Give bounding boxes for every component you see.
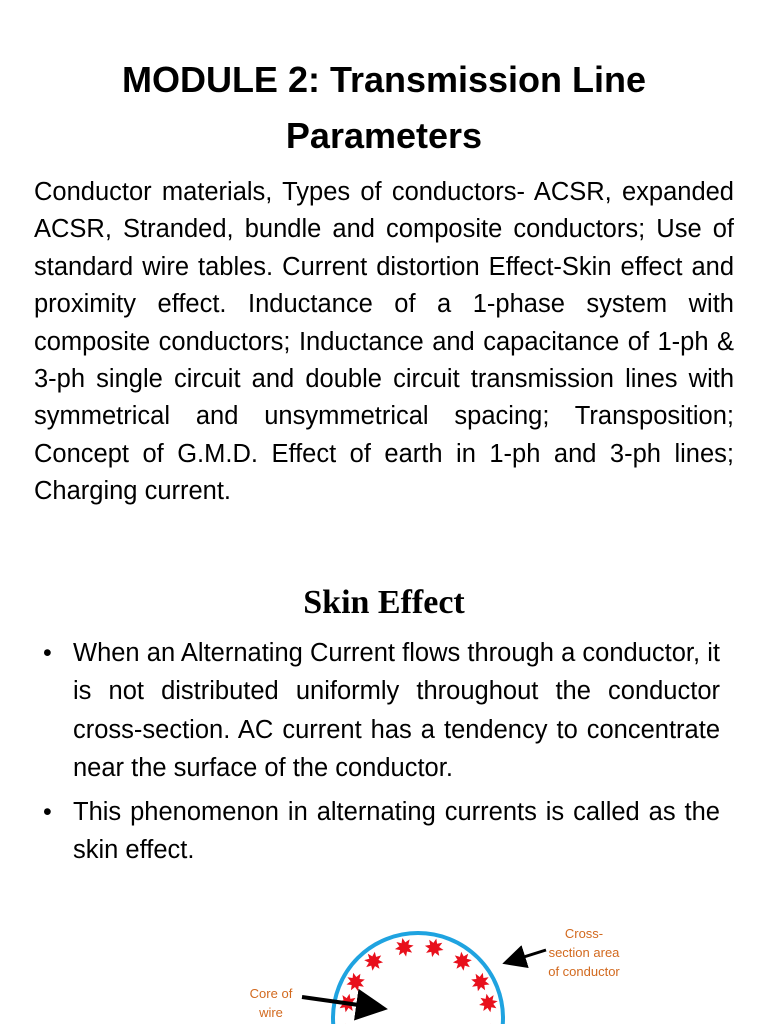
charge-marker (364, 952, 383, 971)
bullet-text: This phenomenon in alternating currents is called as the skin effect. (73, 798, 720, 865)
cross-section-label: Cross-section area of conductor (548, 926, 620, 979)
cross-section-arrow-icon (508, 950, 546, 962)
title-line-2: Parameters (285, 115, 483, 156)
title-line-1: MODULE 2: Transmission Line (121, 59, 647, 100)
core-of-wire-label: Core of wire (249, 986, 293, 1020)
charge-marker (347, 973, 365, 991)
bullet-text: When an Alternating Current flows through a conductor, it is not distributed uniformly throughout the conductor cross-section. AC current has a tendency to concentrate near the surface of the conductor. (73, 639, 720, 782)
bullet-item-1 (40, 634, 720, 787)
bullet-icon: • (43, 798, 52, 827)
page-title (40, 52, 728, 164)
bullet-item-2 (40, 793, 720, 870)
charge-marker (479, 994, 498, 1013)
skin-effect-diagram (230, 900, 650, 1024)
charge-marker (425, 939, 444, 958)
section-heading: Skin Effect (303, 584, 465, 621)
charge-marker (395, 938, 414, 957)
syllabus-paragraph: Conductor materials, Types of conductors- ACSR, expanded ACSR, Stranded, bundle and composite conductors; Use of standard wire tables. Current distortion Effect-Skin effect and proximity effect. Inductance of a 1-phase system with composite conductors; Inductance and capacitance of 1-ph & 3-ph single circuit and double circuit transmission lines with symmetrical and unsymmetrical spacing; Transposition; Concept of G.M.D. Effect of earth in 1-ph and 3-ph lines; Charging current. (34, 178, 734, 506)
charge-marker (471, 973, 489, 991)
charge-marker (453, 952, 472, 971)
bullet-list (40, 634, 720, 876)
surface-charges (338, 938, 497, 1024)
bullet-icon: • (43, 639, 52, 667)
